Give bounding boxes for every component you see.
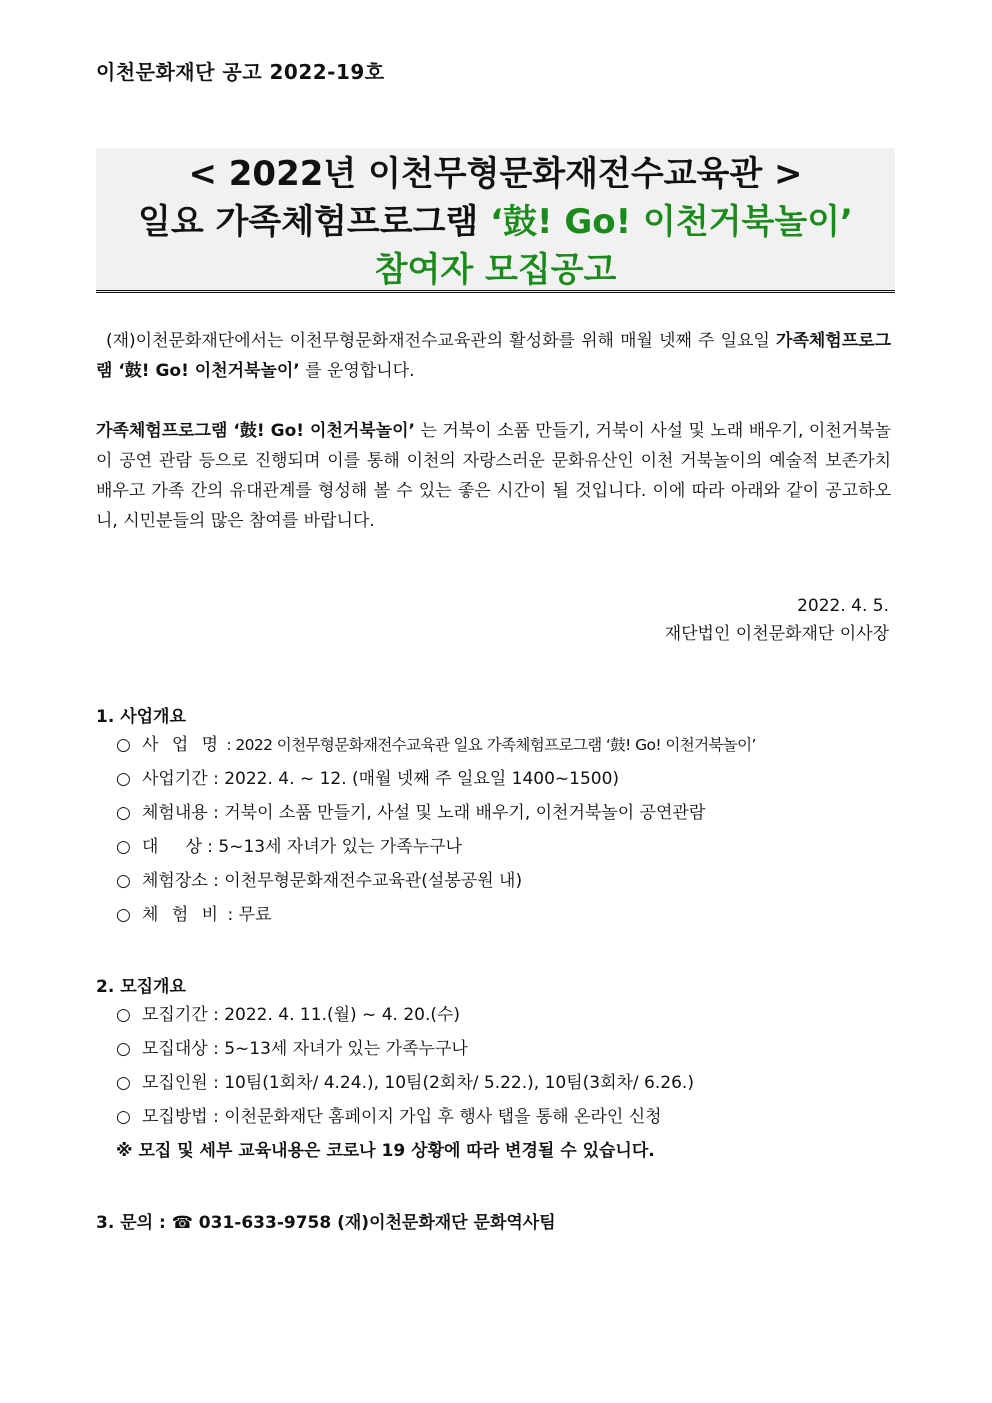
intro-p1-text: (재)이천문화재단에서는 이천무형문화재전수교육관의 활성화를 위해 매월 넷째 주 일요일 <box>106 331 777 351</box>
circle-bullet-icon: ○ <box>116 1039 131 1059</box>
item-value: : 2022 이천무형문화재전수교육관 일요 가족체험프로그램 ‘鼓! Go! 이천거북놀이’ <box>222 736 756 754</box>
signature-block <box>665 592 889 648</box>
list-item <box>116 762 756 796</box>
list-item <box>116 898 756 932</box>
item-key: 모집기간 <box>142 1005 208 1025</box>
item-key: 대 상 <box>142 837 202 857</box>
issuer-name: 재단법인 이천문화재단 이사장 <box>664 624 889 644</box>
contact-text: 031-633-9758 (재)이천문화재단 문화역사팀 <box>192 1213 556 1233</box>
list-item <box>116 998 694 1032</box>
contact-line <box>96 1208 556 1233</box>
notice-remark: ※ 모집 및 세부 교육내용은 코로나 19 상황에 따라 변경될 수 있습니다. <box>116 1141 655 1161</box>
circle-bullet-icon: ○ <box>116 837 131 857</box>
item-value: : 5~13세 자녀가 있는 가족누구나 <box>207 1039 468 1059</box>
circle-bullet-icon: ○ <box>116 871 131 891</box>
circle-bullet-icon: ○ <box>116 803 131 823</box>
circle-bullet-icon: ○ <box>116 1005 131 1025</box>
item-key: 사 업 명 <box>142 735 223 755</box>
list-item <box>116 830 756 864</box>
phone-icon: ☎ <box>171 1213 193 1233</box>
section-2-heading: 2. 모집개요 <box>96 977 186 997</box>
contact-label: 3. 문의 : <box>96 1213 172 1233</box>
circle-bullet-icon: ○ <box>116 905 131 925</box>
notice-number: 이천문화재단 공고 2022-19호 <box>96 60 385 84</box>
section-1-list <box>116 728 756 932</box>
item-key: 모집인원 <box>142 1073 208 1093</box>
list-item <box>116 1100 694 1134</box>
intro-p1-bold: 가족체험프로그램 ‘鼓! Go! 이천거북놀이’ <box>96 331 891 381</box>
list-item <box>116 728 756 762</box>
title-line-2 <box>96 198 895 246</box>
section-2-list <box>116 998 694 1168</box>
item-value: : 2022. 4. ~ 12. (매월 넷째 주 일요일 1400~1500) <box>207 769 620 789</box>
intro-p2-bold: 가족체험프로그램 ‘鼓! Go! 이천거북놀이’ <box>96 421 416 441</box>
item-key: 모집대상 <box>142 1039 208 1059</box>
item-value: : 이천문화재단 홈페이지 가입 후 행사 탭을 통해 온라인 신청 <box>207 1107 662 1127</box>
section-1-heading: 1. 사업개요 <box>96 707 186 727</box>
circle-bullet-icon: ○ <box>116 769 131 789</box>
item-value: : 2022. 4. 11.(월) ~ 4. 20.(수) <box>207 1005 461 1025</box>
circle-bullet-icon: ○ <box>116 735 131 755</box>
intro-paragraph-1 <box>96 326 891 386</box>
intro-p2-text: 는 거북이 소품 만들기, 거북이 사설 및 노래 배우기, 이천거북놀이 공연 관람 등으로 진행되며 이를 통해 이천의 자랑스러운 문화유산인 이천 거북놀이의 예술적 보존가치 배우고 가족 간의 유대관계를 형성해 볼 수 있는 좋은 시간이 될 것입니다. 이에 따라 아래와 같이 공고하오니, 시민분들의 많은 참여를 바랍니다. <box>96 421 891 531</box>
item-key: 체 험 비 <box>142 905 223 925</box>
list-item <box>116 864 756 898</box>
item-key: 체험장소 <box>142 871 208 891</box>
notice-date: 2022. 4. 5. <box>797 596 889 616</box>
intro-paragraph-2 <box>96 416 891 536</box>
list-item <box>116 796 756 830</box>
title-box <box>96 148 895 293</box>
circle-bullet-icon: ○ <box>116 1073 131 1093</box>
item-value: : 5~13세 자녀가 있는 가족누구나 <box>201 837 462 857</box>
item-key: 사업기간 <box>142 769 208 789</box>
title-line-1: < 2022년 이천무형문화재전수교육관 > <box>188 154 803 194</box>
list-item <box>116 1032 694 1066</box>
title-line-2-prefix: 일요 가족체험프로그램 <box>138 202 491 242</box>
item-value: : 이천무형문화재전수교육관(설봉공원 내) <box>207 871 523 891</box>
list-item <box>116 1066 694 1100</box>
item-value: : 10팀(1회차/ 4.24.), 10팀(2회차/ 5.22.), 10팀(3회차/ 6.26.) <box>207 1073 694 1093</box>
item-value: : 거북이 소품 만들기, 사설 및 노래 배우기, 이천거북놀이 공연관람 <box>207 803 706 823</box>
item-key: 체험내용 <box>142 803 208 823</box>
circle-bullet-icon: ○ <box>116 1107 131 1127</box>
intro-p1-end: 를 운영합니다. <box>299 361 415 381</box>
program-name-highlight: ‘鼓! Go! 이천거북놀이’ <box>490 202 853 242</box>
title-line-3: 참여자 모집공고 <box>374 250 617 290</box>
item-value: : 무료 <box>222 905 272 925</box>
item-key: 모집방법 <box>142 1107 208 1127</box>
